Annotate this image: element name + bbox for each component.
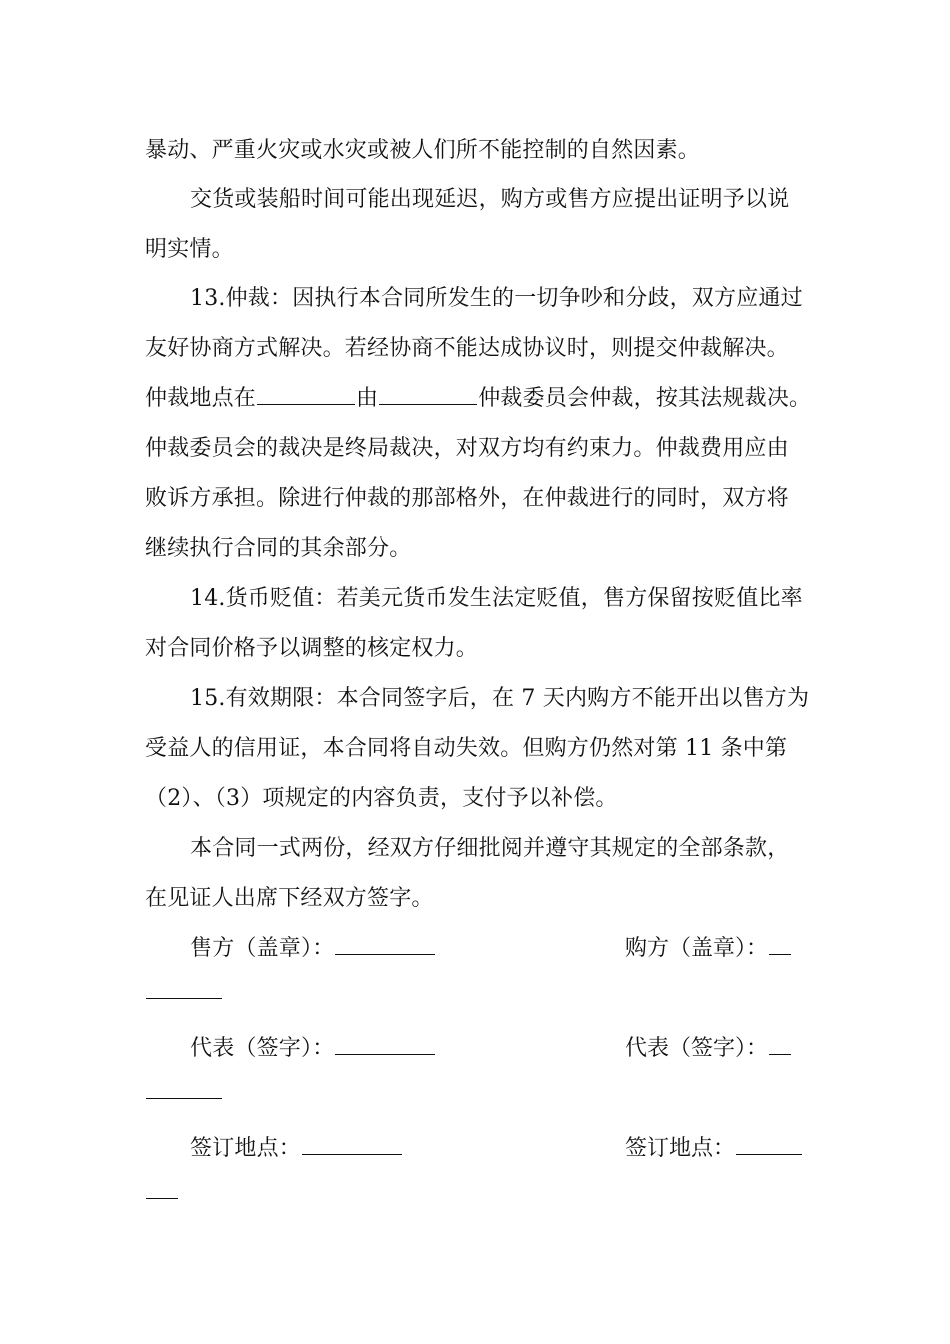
paragraph-line-16: 在见证人出席下经双方签字。 bbox=[145, 886, 434, 911]
paragraph-line-9: 继续执行合同的其余部分。 bbox=[145, 536, 412, 561]
buyer-rep-label: 代表（签字）： bbox=[625, 1036, 769, 1061]
seller-place-blank bbox=[302, 1134, 402, 1155]
arbitration-place-blank bbox=[257, 384, 355, 405]
seller-seal-label: 售方（盖章）： bbox=[190, 936, 335, 961]
paragraph-line-1: 暴动、严重火灾或水灾或被人们所不能控制的自然因素。 bbox=[145, 138, 701, 163]
buyer-rep-blank-continuation bbox=[145, 1078, 223, 1108]
buyer-place-blank-continuation bbox=[145, 1178, 179, 1208]
buyer-seal-label: 购方（盖章）： bbox=[625, 936, 769, 961]
paragraph-line-7: 仲裁委员会的裁决是终局裁决，对双方均有约束力。仲裁费用应由 bbox=[145, 436, 789, 461]
paragraph-line-14: （2）、（3）项规定的内容负责，支付予以补偿。 bbox=[145, 786, 618, 811]
seller-rep-blank bbox=[335, 1034, 435, 1055]
arbitration-by-label: 由 bbox=[356, 386, 379, 411]
paragraph-line-3: 明实情。 bbox=[145, 237, 234, 262]
buyer-rep-blank bbox=[769, 1034, 791, 1055]
buyer-seal-blank-2 bbox=[146, 978, 222, 999]
seller-seal-blank bbox=[335, 934, 435, 955]
arbitration-committee-blank bbox=[379, 384, 477, 405]
paragraph-line-12: 15.有效期限：本合同签字后，在 7 天内购方不能开出以售方为 bbox=[190, 686, 810, 711]
buyer-seal-blank bbox=[769, 934, 791, 955]
seller-place-line bbox=[190, 1134, 403, 1164]
buyer-place-blank bbox=[736, 1134, 802, 1155]
paragraph-line-4: 13.仲裁：因执行本合同所发生的一切争吵和分歧，双方应通过 bbox=[190, 286, 803, 311]
paragraph-line-2: 交货或装船时间可能出现延迟，购方或售方应提出证明予以说 bbox=[190, 187, 790, 212]
buyer-seal-blank-continuation bbox=[145, 978, 223, 1008]
paragraph-line-15: 本合同一式两份，经双方仔细批阅并遵守其规定的全部条款， bbox=[190, 836, 790, 861]
seller-rep-label: 代表（签字）： bbox=[190, 1036, 335, 1061]
paragraph-line-10: 14.货币贬值：若美元货币发生法定贬值，售方保留按贬值比率 bbox=[190, 586, 803, 611]
seller-rep-line bbox=[190, 1034, 436, 1064]
paragraph-line-13: 受益人的信用证，本合同将自动失效。但购方仍然对第 11 条中第 bbox=[145, 736, 788, 761]
seller-place-label: 签订地点： bbox=[190, 1136, 302, 1161]
buyer-seal-line bbox=[625, 934, 792, 964]
paragraph-line-5: 友好协商方式解决。若经协商不能达成协议时，则提交仲裁解决。 bbox=[145, 336, 789, 361]
buyer-place-line bbox=[625, 1134, 803, 1164]
buyer-rep-blank-2 bbox=[146, 1078, 222, 1099]
paragraph-line-11: 对合同价格予以调整的核定权力。 bbox=[145, 636, 479, 661]
buyer-place-label: 签订地点： bbox=[625, 1136, 736, 1161]
arbitration-rule-text: 仲裁委员会仲裁，按其法规裁决。 bbox=[478, 386, 812, 411]
seller-seal-line bbox=[190, 934, 436, 964]
buyer-place-blank-2 bbox=[146, 1178, 178, 1199]
arbitration-place-label: 仲裁地点在 bbox=[145, 386, 257, 411]
arbitration-place-line bbox=[145, 384, 811, 414]
buyer-rep-line bbox=[625, 1034, 792, 1064]
paragraph-line-8: 败诉方承担。除进行仲裁的那部格外，在仲裁进行的同时，双方将 bbox=[145, 486, 789, 511]
